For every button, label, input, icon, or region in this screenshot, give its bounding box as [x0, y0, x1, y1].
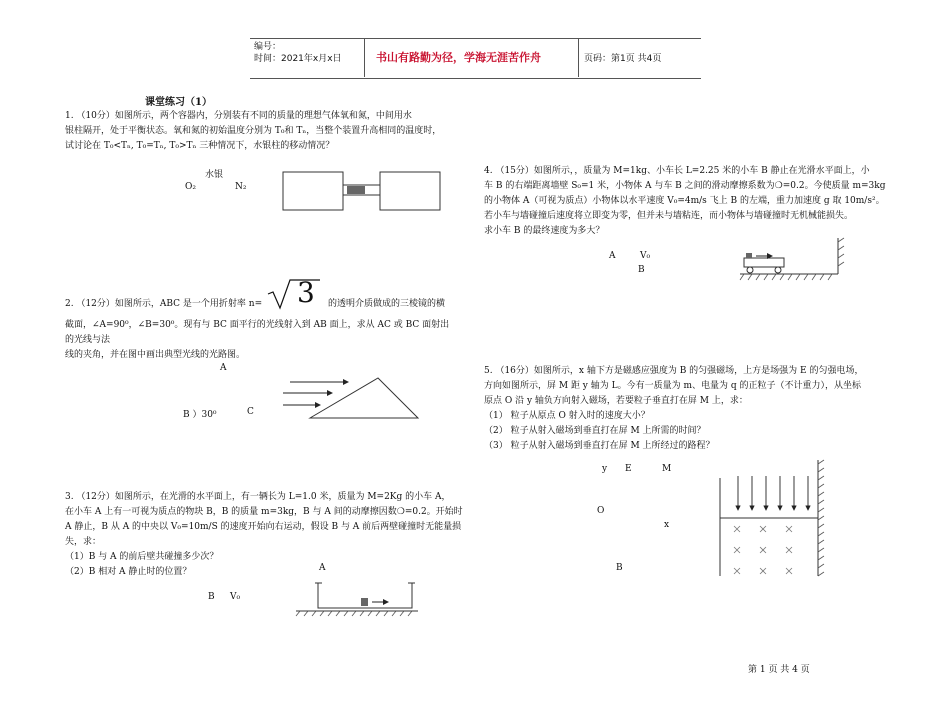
q1-line: 1. （10分）如图所示，两个容器内，分别装有不同的质量的理想气体氧和氮，中间用水 — [65, 111, 412, 121]
q4-line: 求小车 B 的最终速度为多大？ — [484, 226, 605, 236]
header-number: 编号： — [254, 42, 282, 52]
q3-line: （1）B 与 A 的前后壁共碰撞多少次？ — [65, 552, 219, 562]
q4-fig-b: B — [638, 265, 645, 275]
q2-line: 截面，∠A=90⁰，∠B=30⁰。现有与 BC 面平行的光线射入到 AB 面上，求从 AC 或 BC 面射出 — [65, 320, 450, 330]
q4-line: 4. （15分）如图所示，，质量为 M=1kg、小车长 L=2.25 米的小车 B 静止在光滑水平面上，小 — [484, 166, 870, 176]
q5-line: 方向如图所示，屏 M 距 y 轴为 L。今有一质量为 m、电量为 q 的正粒子（不计重力），从坐标 — [484, 381, 861, 391]
page-title: 课堂练习（1） — [145, 97, 212, 108]
q3-line: 失，求： — [65, 537, 102, 547]
q1-fig-mercury: 水银 — [205, 170, 224, 180]
q5-fig-o: O — [597, 506, 605, 516]
q1-line: 试讨论在 T₀<Tₙ, T₀=Tₙ, T₀>Tₙ 三种情况下，水银柱的移动情况？ — [65, 141, 335, 151]
q2-line: 的光线与法 — [65, 335, 111, 345]
q5-line: 5. （16分）如图所示，x 轴下方是磁感应强度为 B 的匀强磁场，上方是场强为 E 的匀强电场， — [484, 366, 864, 376]
q3-line: 在小车 A 上有一可视为质点的物块 B，B 的质量 m=3kg，B 与 A 间的动摩擦因数❍=0.2。开始时 — [65, 507, 463, 517]
q5-fig-m: M — [662, 464, 672, 474]
q2-fig-b: B ）30⁰ — [183, 410, 217, 420]
q5-line: （3） 粒子从射入磁场到垂直打在屏 M 上所经过的路程？ — [484, 441, 715, 451]
q2-line1a: 2. （12分）如图所示，ABC 是一个用折射率 n= — [65, 299, 263, 309]
q5-fig-y: y — [602, 464, 608, 474]
q5-fig-e: E — [625, 464, 632, 474]
header-time: 时间：2021年x月x日 — [254, 54, 342, 64]
q5-fig-b: B — [616, 563, 623, 573]
q2-fig-a: A — [220, 363, 227, 373]
q5-line: （1） 粒子从原点 O 射入时的速度大小？ — [484, 411, 650, 421]
q4-fig-a: A — [609, 251, 616, 261]
q4-line: 车 B 的右端距离墙壁 S₀=1 米，小物体 A 与车 B 之间的滑动摩擦系数为❍=0.2。今使质量 m=3kg — [484, 181, 886, 191]
q4-line: 若小车与墙碰撞后速度将立即变为零，但并未与墙粘连，而小物体与墙碰撞时无机械能损失。 — [484, 211, 854, 221]
q1-fig-o2: O₂ — [185, 182, 196, 192]
q3-fig-a: A — [319, 563, 326, 573]
q3-line: A 静止，B 从 A 的中央以 V₀=10m/S 的速度开始向右运动，假设 B 与 A 前后两壁碰撞时无能量损 — [65, 522, 462, 532]
q3-line: （2）B 相对 A 静止时的位置？ — [65, 567, 192, 577]
header-page: 页码：第1页 共4页 — [584, 54, 662, 64]
q5-fig-x: x — [664, 520, 670, 530]
q3-line: 3. （12分）如图所示，在光滑的水平面上，有一辆长为 L=1.0 米，质量为 M=2Kg 的小车 A， — [65, 492, 451, 502]
header-motto: 书山有路勤为径，学海无涯苦作舟 — [376, 51, 541, 64]
q1-fig-n2: N₂ — [235, 182, 247, 192]
page-footer: 第 1 页 共 4 页 — [748, 665, 810, 675]
q1-line: 银柱隔开，处于平衡状态。氧和氮的初始温度分别为 T₀和 Tₙ，当整个装置升高相同的温度时， — [65, 126, 442, 136]
magnetic-field-cross-icon — [734, 526, 792, 574]
q4-fig-v0: V₀ — [640, 251, 651, 261]
q2-line1b: 的透明介质做成的三棱镜的横 — [328, 299, 446, 309]
q3-fig-v0: V₀ — [230, 592, 241, 602]
q5-line: 原点 O 沿 y 轴负方向射入磁场，若要粒子垂直打在屏 M 上，求： — [484, 396, 748, 406]
q2-sqrt-value: 3 — [297, 276, 315, 309]
q5-line: （2） 粒子从射入磁场到垂直打在屏 M 上所需的时间？ — [484, 426, 706, 436]
q2-fig-c: C — [247, 407, 254, 417]
q2-line: 线的夹角，并在图中画出典型光线的光路图。 — [65, 350, 246, 360]
q4-line: 的小物体 A（可视为质点）小物体以水平速度 V₀=4m/s 飞上 B 的左端，重力加速度 g 取 10m/s²。 — [484, 196, 885, 206]
q3-fig-b: B — [208, 592, 215, 602]
